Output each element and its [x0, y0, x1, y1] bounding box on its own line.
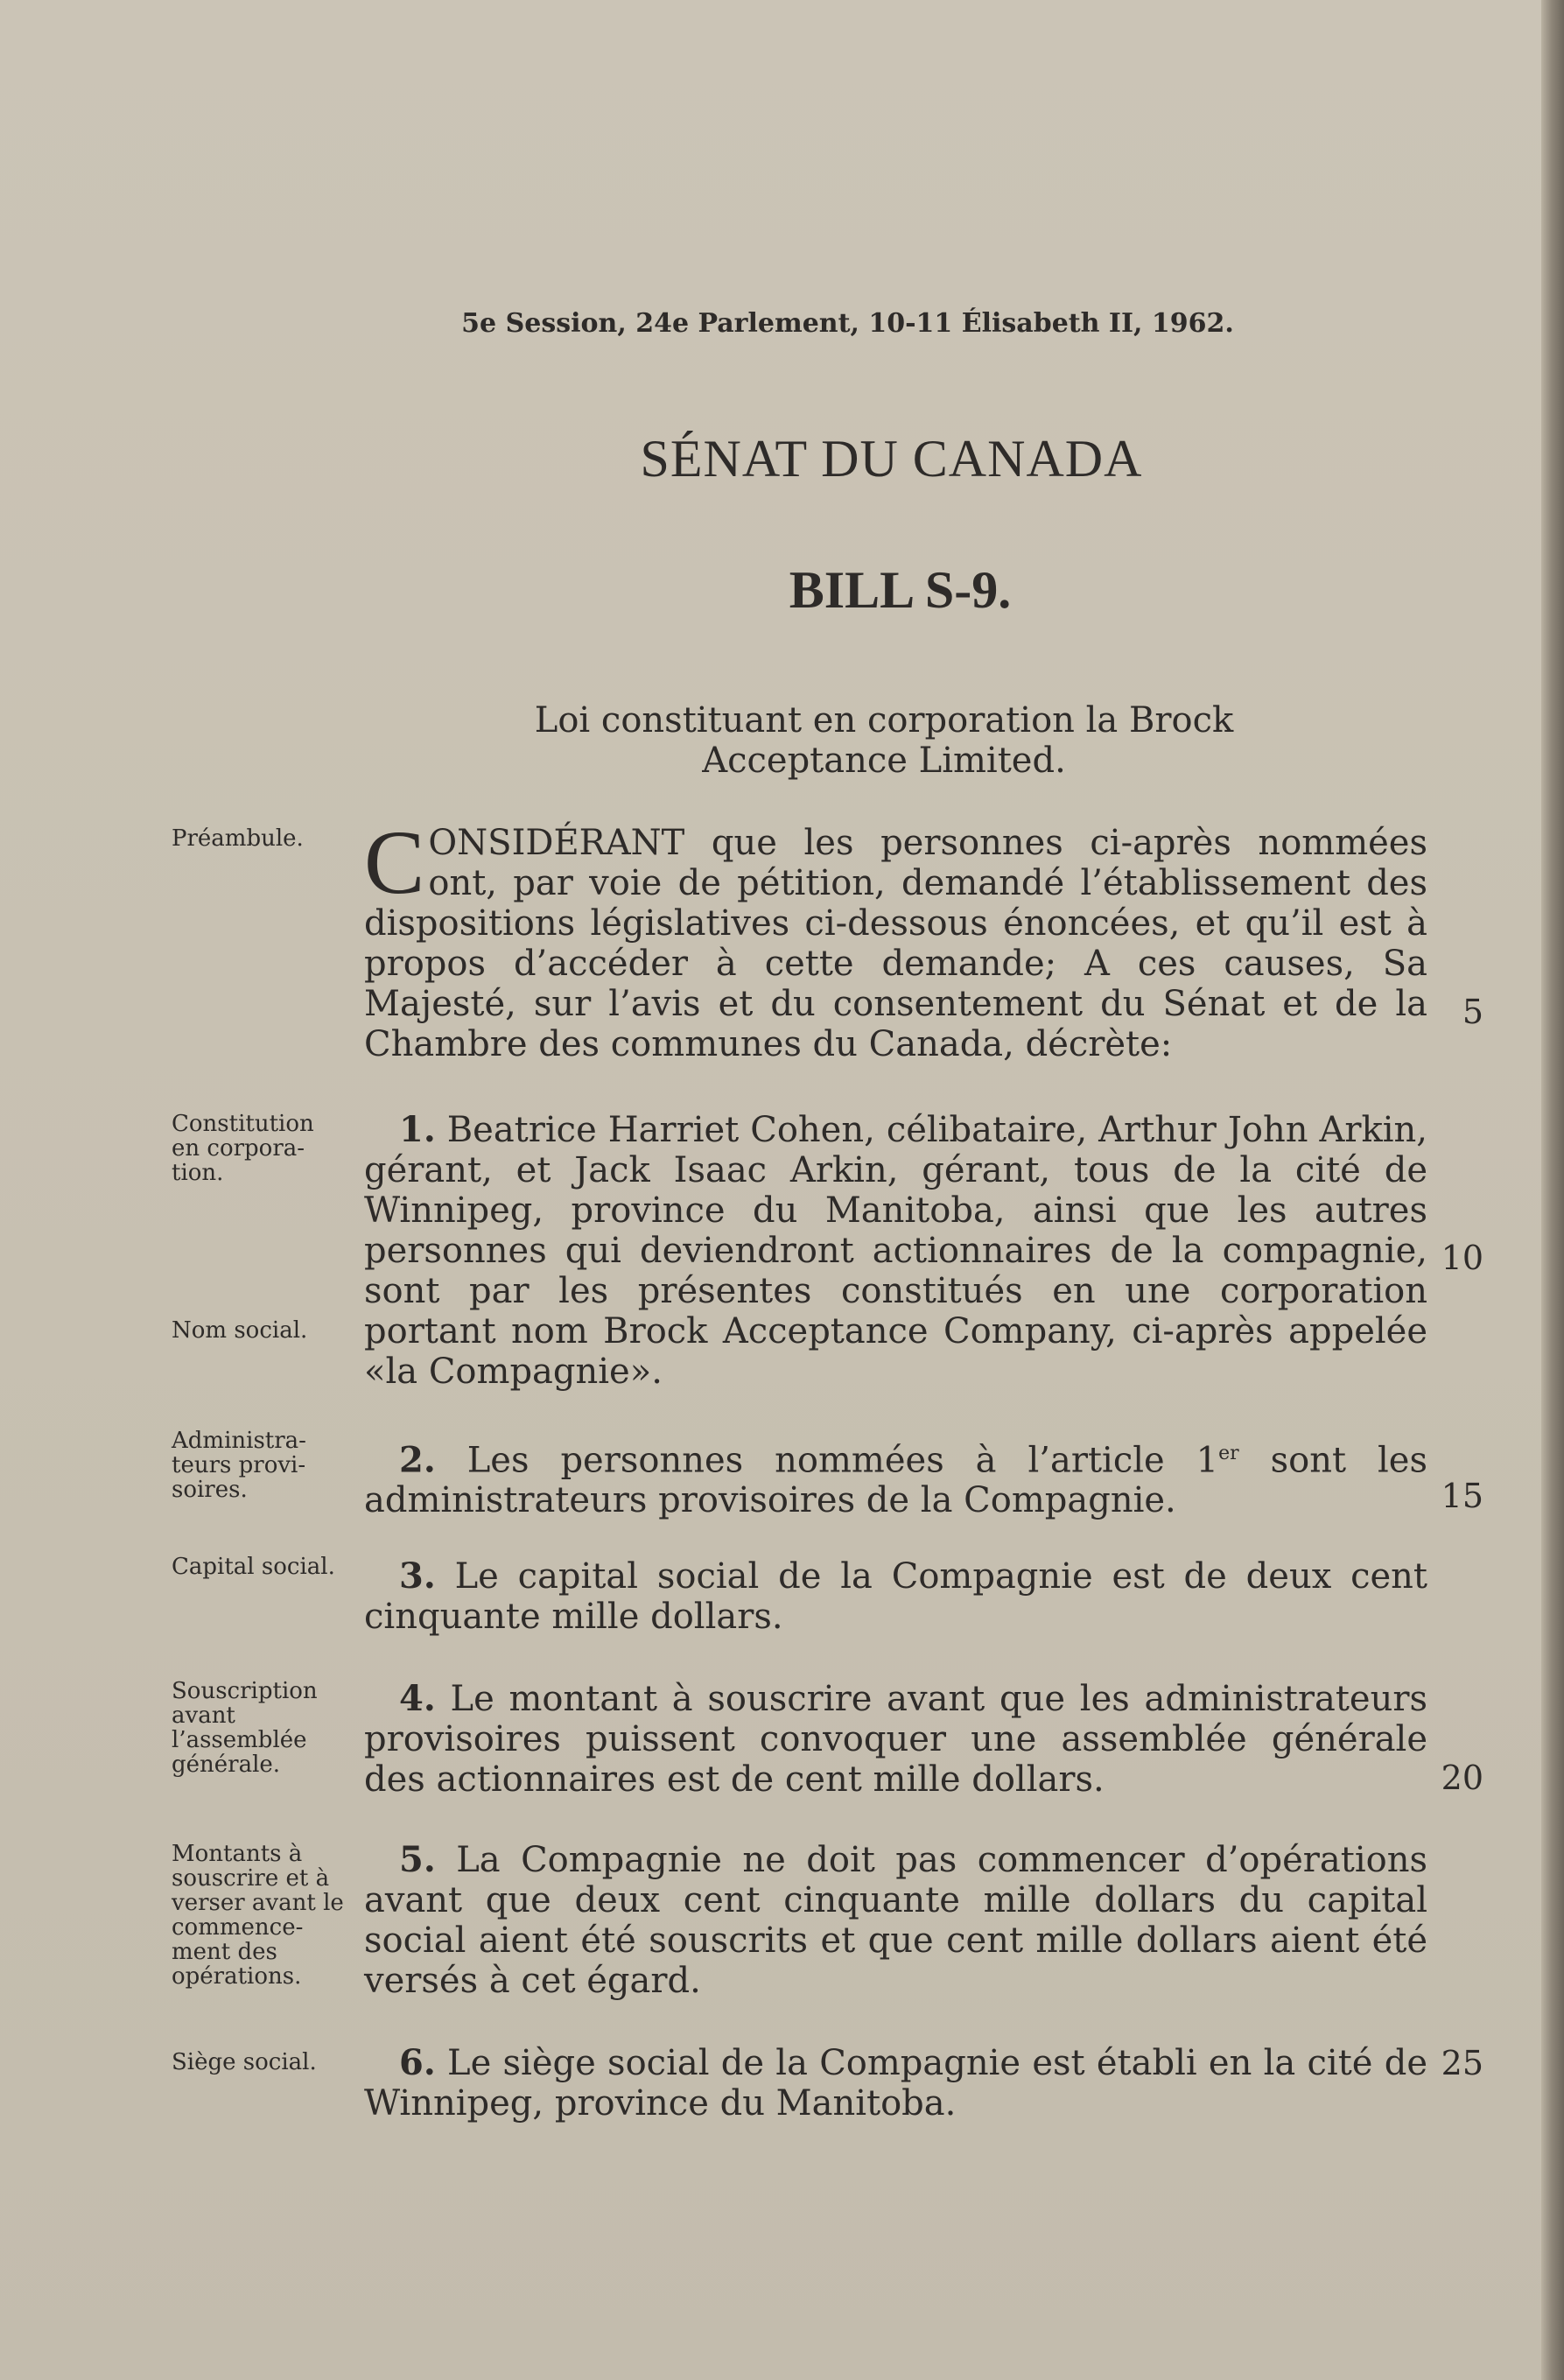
section-4: [364, 1679, 1427, 1800]
section-text: Le capital social de la Compagnie est de deux cent cinquante mille dollars.: [364, 1556, 1428, 1637]
page-edge-shadow: [1541, 0, 1564, 2380]
section-6: [364, 2043, 1427, 2124]
section-text: Beatrice Harriet Cohen, célibataire, Arthur John Arkin, gérant, et Jack Isaac Arkin, gérant, tous de la cité de Winnipeg, province du Manitoba, ainsi que les autres personnes qui deviendront actionnaires de la compagnie, sont par les présentes constitués en une corporation portant nom Brock Acceptance Company, ci-après appelée «la Compagnie».: [364, 1110, 1428, 1392]
session-header: 5e Session, 24e Parlement, 10-11 Élisabeth II, 1962.: [461, 308, 1234, 339]
section-number: 4.: [399, 1678, 436, 1719]
section-text: Le siège social de la Compagnie est établi en la cité de Winnipeg, province du Manitoba.: [364, 2043, 1428, 2124]
section-number: 6.: [399, 2042, 436, 2083]
section-number: 5.: [399, 1839, 436, 1880]
line-number: 10: [1441, 1239, 1483, 1277]
chamber-title: SÉNAT DU CANADA: [640, 430, 1143, 488]
line-number: 15: [1441, 1477, 1483, 1515]
section-1: [364, 1110, 1427, 1392]
superscript: er: [1218, 1443, 1239, 1464]
sidenote-preamble: Préambule.: [172, 825, 304, 852]
line-number: 20: [1441, 1759, 1483, 1797]
preamble-paragraph: [364, 812, 1427, 1064]
bill-number: BILL S-9.: [789, 561, 1012, 619]
section-text: Le montant à souscrire avant que les administrateurs provisoires puissent convoquer une assemblée générale des actionnaires est de cent mille dollars.: [364, 1679, 1427, 1800]
section-2: [364, 1434, 1427, 1520]
section-text: La Compagnie ne doit pas commencer d’opérations avant que deux cent cinquante mille dollars du capital social aient été souscrits et que cent mille dollars aient été versés à cet égard.: [364, 1840, 1428, 2001]
section-number: 2.: [399, 1439, 436, 1481]
section-text-after: sont les administrateurs provisoires de la Compagnie.: [364, 1440, 1427, 1521]
sidenote-section-6: Siège social.: [172, 2049, 317, 2075]
section-3: [364, 1556, 1427, 1637]
dropcap-letter: C: [364, 812, 425, 913]
line-number: 25: [1441, 2044, 1483, 2082]
preamble-text: ONSIDÉRANT que les personnes ci-après nommées ont, par voie de pétition, demandé l’établissement des dispositions législatives ci-dessous énoncées, et qu’il est à propos d’accéder à cette demande; A ces causes, Sa Majesté, sur l’avis et du consentement du Sénat et de la Chambre des communes du Canada, décrète:: [364, 823, 1427, 1064]
section-text-before: Les personnes nommées à l’article 1: [466, 1440, 1219, 1481]
sidenote-section-1: Constitution en corpora-tion.: [172, 1111, 314, 1186]
sidenote-nom-social: Nom social.: [172, 1317, 308, 1344]
section-number: 3.: [399, 1555, 436, 1597]
sidenote-section-2: Administra-teurs provi-soires.: [172, 1428, 306, 1503]
sidenote-section-3: Capital social.: [172, 1554, 335, 1580]
section-5: [364, 1840, 1427, 2001]
sidenote-section-4: Souscription avant l’assemblée générale.: [172, 1678, 318, 1778]
sidenote-section-5: Montants à souscrire et à verser avant le commence-ment des opérations.: [172, 1841, 344, 1990]
line-number: 5: [1462, 993, 1483, 1031]
bill-title: Loi constituant en corporation la Brock Acceptance Limited.: [534, 700, 1234, 781]
section-number: 1.: [399, 1109, 436, 1150]
